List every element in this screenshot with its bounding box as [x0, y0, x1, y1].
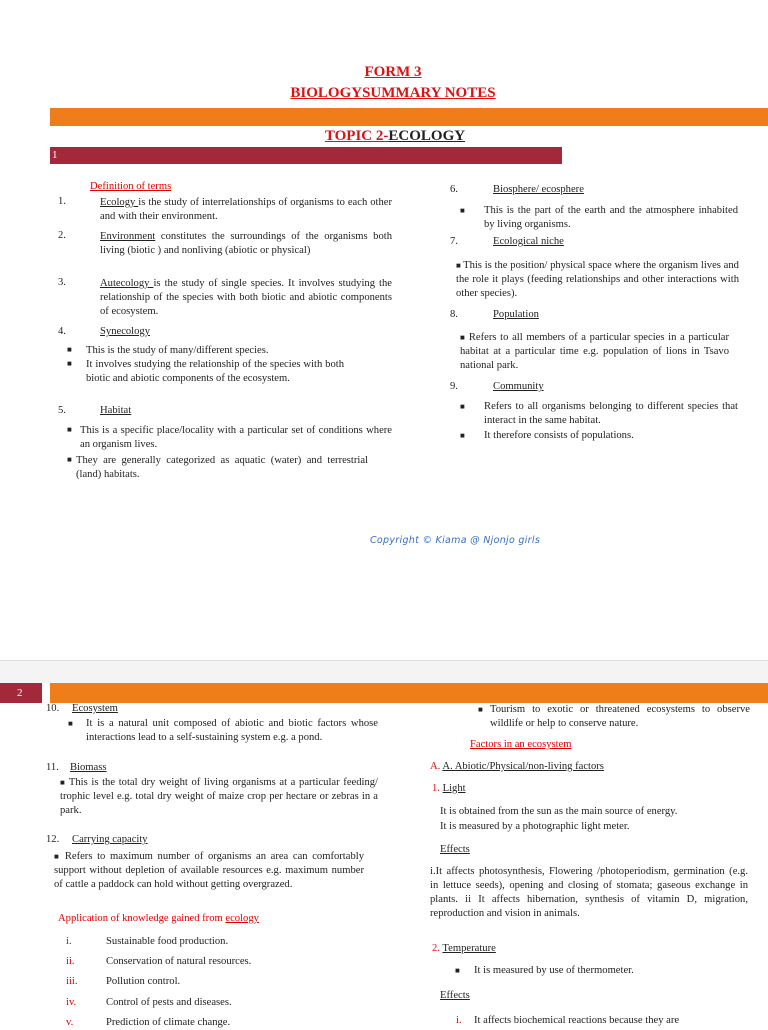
application-item: Conservation of natural resources.: [106, 956, 252, 967]
page-number-bar: 1: [50, 147, 562, 164]
bullet-icon: ■: [455, 966, 460, 975]
temperature-effect: It affects biochemical reactions because they are: [474, 1015, 680, 1026]
light-line: It is obtained from the sun as the main source of energy.: [440, 806, 678, 817]
definition-heading: Definition of terms: [90, 181, 172, 192]
synecology-heading: Synecology: [100, 326, 151, 337]
bullet-icon: ■: [460, 402, 465, 411]
application-heading: Application of knowledge gained from ecology: [58, 913, 259, 924]
biomass-heading: Biomass: [70, 762, 107, 773]
item-number: 12.: [46, 834, 60, 845]
application-item: Pollution control.: [106, 976, 181, 987]
header-bar: [50, 108, 768, 126]
definition-environment: Environment constitutes the surroundings of the organisms both living (biotic ) and nonliving (abiotic or physical): [100, 231, 392, 256]
habitat-heading: Habitat: [100, 405, 132, 416]
item-number: 3.: [58, 277, 66, 288]
biosphere-bullet: This is the part of the earth and the atmosphere inhabited by living organisms.: [484, 205, 738, 230]
item-number: 11.: [46, 762, 59, 773]
biomass-text: ■ This is the total dry weight of living organisms at a particular feeding/ trophic level e.g. total dry weight of maize crop per hectare or zebras in a park.: [60, 777, 378, 816]
page-number-bar: 2: [0, 683, 42, 703]
population-text: ■ Refers to all members of a particular species in a particular habitat at a particular time e.g. population of lions in Tsavo national park.: [460, 332, 729, 371]
temperature-heading: 2. Temperature: [432, 943, 496, 954]
item-number: 10.: [46, 703, 60, 714]
habitat-bullet: This is a specific place/locality with a particular set of conditions where an organism lives.: [80, 425, 392, 450]
synecology-bullet: It involves studying the relationship of the species with both biotic and abiotic components of the ecosystem.: [86, 359, 344, 384]
item-number: 5.: [58, 405, 66, 416]
bullet-icon: ■: [67, 345, 72, 354]
temperature-bullet: It is measured by use of thermometer.: [474, 965, 634, 976]
list-numeral: ii.: [66, 956, 75, 967]
niche-text: ■ This is the position/ physical space where the organism lives and the role it plays (feeding relationships and other interactions with other species).: [456, 260, 739, 299]
item-number: 1.: [58, 196, 66, 207]
list-numeral: i.: [66, 936, 72, 947]
application-item: Prediction of climate change.: [106, 1017, 231, 1028]
light-heading: 1. Light: [432, 783, 466, 794]
list-numeral: iv.: [66, 997, 77, 1008]
effects-label: Effects: [440, 990, 470, 1001]
tourism-bullet: Tourism to exotic or threatened ecosystems to observe wildlife or help to conserve nature.: [490, 704, 750, 729]
synecology-bullet: This is the study of many/different species.: [86, 345, 269, 356]
item-number: 9.: [450, 381, 458, 392]
page-gap: [0, 660, 768, 683]
light-effects: i.It affects photosynthesis, Flowering /photoperiodism, germination (e.g. in lettuce seeds), opening and closing of stomata; gaseous exchange in plants. ii It affects hibernation, synthesis of vitamin D, migration, reproduction and vision in animals.: [430, 866, 748, 919]
biosphere-heading: Biosphere/ ecosphere: [493, 184, 584, 195]
factors-heading: Factors in an ecosystem: [470, 739, 572, 750]
item-number: 7.: [450, 236, 458, 247]
niche-heading: Ecological niche: [493, 236, 564, 247]
bullet-icon: ■: [460, 206, 465, 215]
application-item: Sustainable food production.: [106, 936, 229, 947]
light-line: It is measured by a photographic light meter.: [440, 821, 630, 832]
definition-ecology: Ecology is the study of interrelationships of organisms to each other and with their environment.: [100, 197, 392, 222]
item-number: 2.: [58, 230, 66, 241]
bullet-icon: ■: [67, 359, 72, 368]
header-bar: [50, 683, 768, 703]
item-number: 6.: [450, 184, 458, 195]
habitat-bullet: They are generally categorized as aquatic (water) and terrestrial (land) habitats.: [76, 455, 368, 480]
bullet-icon: ■: [67, 455, 72, 464]
copyright-note: Copyright © Kiama @ Njonjo girls: [370, 535, 541, 546]
abiotic-heading: A. A. Abiotic/Physical/non-living factors: [430, 761, 604, 772]
form-heading: FORM 3: [364, 64, 422, 80]
item-number: 4.: [58, 326, 66, 337]
bullet-icon: ■: [68, 719, 73, 728]
population-heading: Population: [493, 309, 539, 320]
bullet-icon: ■: [478, 705, 483, 714]
ecosystem-bullet: It is a natural unit composed of abiotic and biotic factors whose interactions lead to a self-sustaining system e.g. a pond.: [86, 718, 378, 743]
list-numeral: iii.: [66, 976, 78, 987]
definition-autecology: Autecology is the study of single species. It involves studying the relationship of the species with both biotic and abiotic components of ecosystem.: [100, 278, 392, 317]
application-item: Control of pests and diseases.: [106, 997, 232, 1008]
community-bullet: Refers to all organisms belonging to different species that interact in the same habitat.: [484, 401, 738, 426]
list-numeral: i.: [456, 1015, 462, 1026]
ecosystem-heading: Ecosystem: [72, 703, 118, 714]
bullet-icon: ■: [460, 431, 465, 440]
community-heading: Community: [493, 381, 544, 392]
topic-heading: TOPIC 2-ECOLOGY: [324, 128, 466, 144]
bullet-icon: ■: [67, 425, 72, 434]
document-title: BIOLOGYSUMMARY NOTES: [290, 85, 496, 101]
carrying-capacity-text: ■ Refers to maximum number of organisms an area can comfortably support without depletion of available resources e.g. maximum number of cattle a paddock can hold without getting overgrazed.: [54, 851, 364, 890]
community-bullet: It therefore consists of populations.: [484, 430, 634, 441]
list-numeral: v.: [66, 1017, 74, 1028]
carrying-capacity-heading: Carrying capacity: [72, 834, 148, 845]
effects-label: Effects: [440, 844, 470, 855]
item-number: 8.: [450, 309, 458, 320]
